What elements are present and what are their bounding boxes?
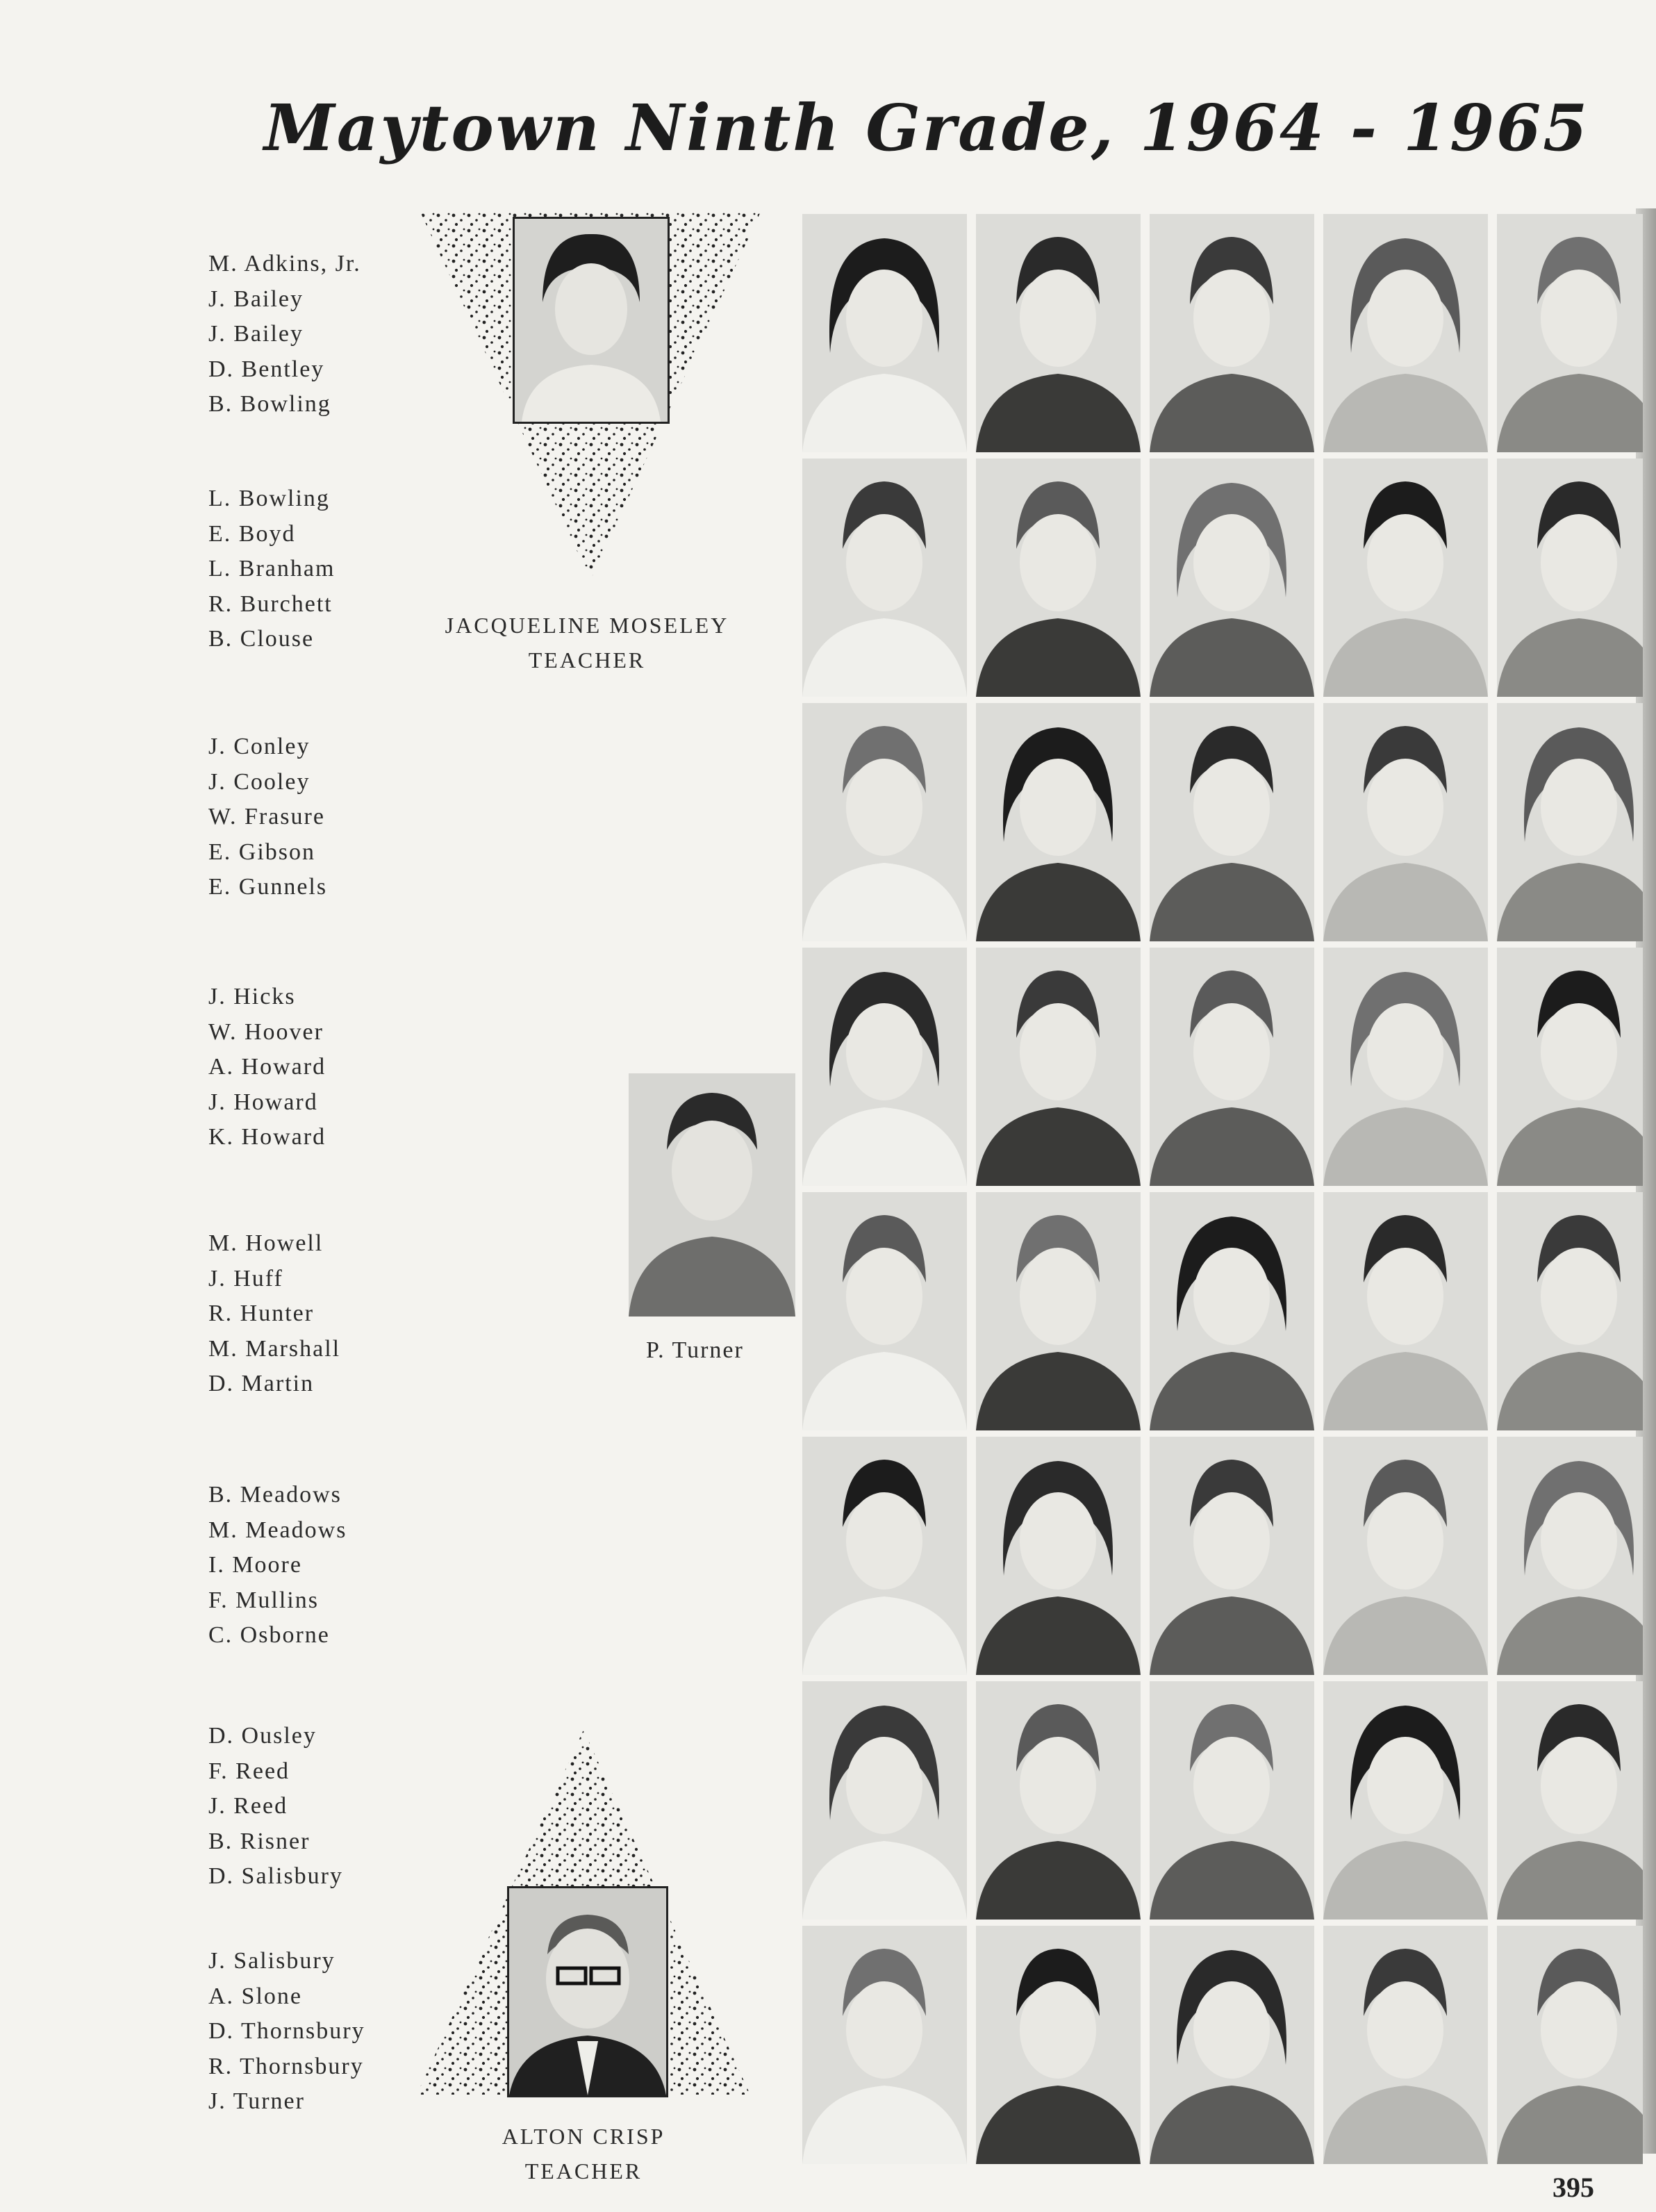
student-name: J. Reed xyxy=(208,1793,288,1819)
portrait-image xyxy=(976,1192,1141,1430)
student-name: M. Meadows xyxy=(208,1517,347,1543)
student-name: J. Huff xyxy=(208,1265,283,1291)
student-photo xyxy=(1150,703,1314,941)
portrait-image xyxy=(1150,1926,1314,2164)
student-name: J. Bailey xyxy=(208,286,304,312)
student-name: M. Howell xyxy=(208,1230,324,1256)
student-name: M. Marshall xyxy=(208,1335,341,1362)
student-name: D. Bentley xyxy=(208,356,325,382)
student-photo xyxy=(1497,1926,1643,2164)
student-name: B. Meadows xyxy=(208,1482,342,1508)
name-group-3 xyxy=(208,729,417,905)
student-photo xyxy=(1150,948,1314,1186)
student-photo xyxy=(1323,703,1488,941)
student-name: D. Ousley xyxy=(208,1723,317,1749)
student-photo xyxy=(1323,1926,1488,2164)
portrait-image xyxy=(1323,1437,1488,1675)
portrait-image xyxy=(1497,1437,1643,1675)
name-group-2 xyxy=(208,481,417,657)
name-group-4 xyxy=(208,980,417,1155)
portrait-image xyxy=(1497,1681,1643,1920)
portrait-image xyxy=(1497,948,1643,1186)
student-photo xyxy=(976,214,1141,452)
student-photo xyxy=(976,703,1141,941)
name-group-6 xyxy=(208,1478,417,1653)
student-photo xyxy=(1150,1681,1314,1920)
portrait-image xyxy=(976,1681,1141,1920)
student-photo xyxy=(1323,948,1488,1186)
student-photo xyxy=(976,1437,1141,1675)
name-group-8 xyxy=(208,1944,417,2120)
page-number: 395 xyxy=(1553,2172,1594,2203)
student-photo xyxy=(976,948,1141,1186)
portrait-image xyxy=(976,459,1141,697)
extra-student-caption: P. Turner xyxy=(646,1337,744,1363)
student-photo xyxy=(1497,1437,1643,1675)
portrait-image xyxy=(976,1926,1141,2164)
student-name: D. Thornsbury xyxy=(208,2018,365,2044)
teacher-name: JACQUELINE MOSELEY xyxy=(445,613,729,638)
portrait-image xyxy=(1497,1192,1643,1430)
portrait-image xyxy=(1323,214,1488,452)
portrait-image xyxy=(1150,214,1314,452)
portrait-image xyxy=(802,459,967,697)
student-photo xyxy=(1497,459,1643,697)
student-name: J. Turner xyxy=(208,2088,305,2114)
student-photo xyxy=(976,1926,1141,2164)
student-photo xyxy=(802,1926,967,2164)
teacher-photo-bottom xyxy=(507,1886,668,2097)
student-name: F. Mullins xyxy=(208,1587,319,1613)
student-photo xyxy=(1150,459,1314,697)
portrait-image xyxy=(1323,948,1488,1186)
student-photo xyxy=(1150,214,1314,452)
teacher-name: ALTON CRISP xyxy=(502,2124,665,2149)
student-photo xyxy=(1323,1192,1488,1430)
portrait-image xyxy=(802,214,967,452)
portrait-image xyxy=(1497,1926,1643,2164)
portrait-image xyxy=(802,1437,967,1675)
teacher-caption-top xyxy=(431,608,743,677)
teacher-photo-top xyxy=(513,217,670,424)
student-name: B. Bowling xyxy=(208,391,331,417)
student-name: R. Hunter xyxy=(208,1301,315,1326)
student-photo-grid xyxy=(802,214,1643,2166)
student-name: L. Branham xyxy=(208,556,336,581)
student-photo xyxy=(802,459,967,697)
student-name: L. Bowling xyxy=(208,486,330,511)
student-name: J. Hicks xyxy=(208,984,296,1009)
student-photo xyxy=(1323,1681,1488,1920)
teacher-role: TEACHER xyxy=(524,2159,643,2184)
portrait-image xyxy=(976,703,1141,941)
student-photo xyxy=(802,1681,967,1920)
student-photo xyxy=(1497,1681,1643,1920)
portrait-image xyxy=(976,214,1141,452)
student-name: J. Howard xyxy=(208,1089,318,1115)
student-photo xyxy=(802,1437,967,1675)
student-name: W. Frasure xyxy=(208,804,325,830)
portrait-image xyxy=(1323,1681,1488,1920)
portrait-image xyxy=(509,1888,666,2095)
portrait-image xyxy=(802,1681,967,1920)
portrait-image xyxy=(1323,1926,1488,2164)
student-photo xyxy=(1150,1926,1314,2164)
portrait-image xyxy=(976,1437,1141,1675)
student-name: R. Thornsbury xyxy=(208,2053,364,2079)
portrait-image xyxy=(1323,703,1488,941)
student-name: W. Hoover xyxy=(208,1018,324,1045)
student-photo xyxy=(1150,1437,1314,1675)
student-photo xyxy=(802,703,967,941)
student-photo xyxy=(1323,214,1488,452)
portrait-image xyxy=(1150,459,1314,697)
teacher-role: TEACHER xyxy=(528,647,646,672)
student-photo xyxy=(1323,1437,1488,1675)
portrait-image xyxy=(1150,1437,1314,1675)
portrait-image xyxy=(1497,459,1643,697)
student-photo xyxy=(1323,459,1488,697)
portrait-image xyxy=(802,1926,967,2164)
student-name: F. Reed xyxy=(208,1758,290,1784)
student-photo xyxy=(1497,214,1643,452)
student-name: J. Conley xyxy=(208,734,310,759)
teacher-caption-bottom xyxy=(445,2119,722,2188)
student-name: R. Burchett xyxy=(208,591,333,617)
portrait-image xyxy=(515,219,668,422)
portrait-image xyxy=(1497,214,1643,452)
student-name: E. Gibson xyxy=(208,839,315,865)
student-name: E. Boyd xyxy=(208,520,296,547)
student-name: J. Salisbury xyxy=(208,1948,336,1974)
student-photo xyxy=(1497,1192,1643,1430)
portrait-image xyxy=(1150,703,1314,941)
student-name: I. Moore xyxy=(208,1552,302,1578)
portrait-image xyxy=(1323,1192,1488,1430)
student-photo xyxy=(1497,703,1643,941)
portrait-image xyxy=(802,948,967,1186)
portrait-image xyxy=(802,1192,967,1430)
name-group-5 xyxy=(208,1226,417,1402)
student-name: J. Bailey xyxy=(208,321,304,347)
student-photo xyxy=(1150,1192,1314,1430)
student-name: J. Cooley xyxy=(208,768,310,795)
portrait-image xyxy=(1323,459,1488,697)
name-group-1 xyxy=(208,247,417,422)
portrait-image xyxy=(1150,1681,1314,1920)
page-title: Maytown Ninth Grade, 1964 - 1965 xyxy=(264,90,1590,165)
student-name: A. Howard xyxy=(208,1054,326,1080)
student-name: M. Adkins, Jr. xyxy=(208,251,361,276)
portrait-image xyxy=(976,948,1141,1186)
name-group-7 xyxy=(208,1719,417,1895)
student-name: D. Salisbury xyxy=(208,1863,343,1889)
student-photo xyxy=(976,459,1141,697)
student-photo xyxy=(1497,948,1643,1186)
student-photo xyxy=(976,1192,1141,1430)
student-name: B. Risner xyxy=(208,1828,310,1854)
portrait-image xyxy=(1497,703,1643,941)
portrait-image xyxy=(802,703,967,941)
extra-student-photo xyxy=(629,1073,795,1317)
portrait-image xyxy=(629,1073,795,1317)
student-photo xyxy=(802,948,967,1186)
portrait-image xyxy=(1150,1192,1314,1430)
student-photo xyxy=(976,1681,1141,1920)
portrait-image xyxy=(1150,948,1314,1186)
student-name: C. Osborne xyxy=(208,1622,330,1648)
student-name: K. Howard xyxy=(208,1124,326,1150)
student-name: E. Gunnels xyxy=(208,874,328,900)
student-photo xyxy=(802,214,967,452)
student-name: A. Slone xyxy=(208,1983,302,2009)
student-name: D. Martin xyxy=(208,1371,315,1396)
student-name: B. Clouse xyxy=(208,626,315,652)
student-photo xyxy=(802,1192,967,1430)
